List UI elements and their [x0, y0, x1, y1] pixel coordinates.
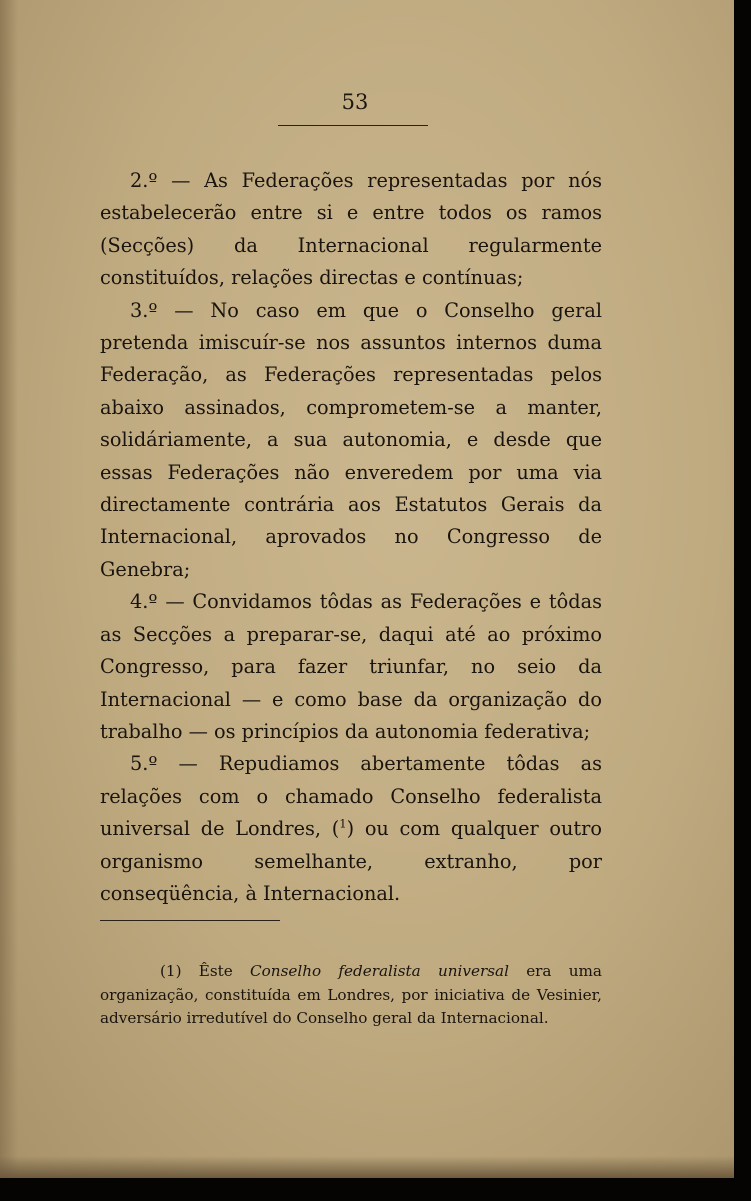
paragraph-3 — [100, 295, 602, 587]
page-bottom-edge — [0, 1156, 734, 1178]
footnote-marker: (1) — [160, 962, 182, 980]
paragraph-text: — Convidamos tôdas as Federações e tôdas as Secções a preparar-se, daqui até ao próximo Congresso, para fazer triunfar, no seio da Internacional — e como base da organização do trabalho — os princípios da autonomia federativa; — [100, 590, 602, 743]
footnote-reference: 1 — [339, 816, 347, 831]
paragraph-text: — No caso em que o Conselho geral pretenda imiscuír-se nos assuntos internos duma Federação, as Federações representadas pelos abaixo assinados, comprometem-se a manter, solidáriamente, a sua autonomia, e desde que essas Federações não enveredem por uma via directamente contrária aos Estatutos Gerais da Internacional, aprovados no Congresso de Genebra; — [100, 298, 602, 581]
paragraph-text-continued: ) ou com qualquer outro organismo semelhante, extranho, por conseqüência, à Internacional. — [100, 817, 602, 905]
paragraph-number: 3.º — [130, 298, 158, 322]
footnote — [100, 960, 602, 1031]
paragraph-5 — [100, 748, 602, 910]
footnote-lead: Êste — [198, 962, 233, 980]
paragraph-text: — As Federações representadas por nós estabelecerão entre si e entre todos os ramos (Secções) da Internacional regularmente constituídos, relações directas e contínuas; — [100, 169, 602, 290]
footnote-italic-title: Conselho federalista universal — [250, 962, 509, 980]
paragraph-number: 2.º — [130, 169, 158, 192]
paragraph-number: 5.º — [130, 752, 158, 776]
paragraph-2 — [100, 165, 602, 295]
page-number: 53 — [341, 90, 369, 114]
footnote-rule — [100, 920, 280, 921]
paragraph-number: 4.º — [130, 590, 158, 614]
paragraph-4 — [100, 586, 602, 748]
header-rule — [278, 125, 428, 126]
page-gutter-shadow — [0, 0, 18, 1178]
paragraph-text: — Repudiamos abertamente tôdas as relações com o chamado Conselho federalista universal de Londres, ( — [100, 752, 602, 841]
main-text — [100, 165, 602, 910]
footnote-text: era uma organização, constituída em Londres, por iniciativa de Vesinier, adversário irredutível do Conselho geral da Internacional. — [100, 962, 602, 1027]
